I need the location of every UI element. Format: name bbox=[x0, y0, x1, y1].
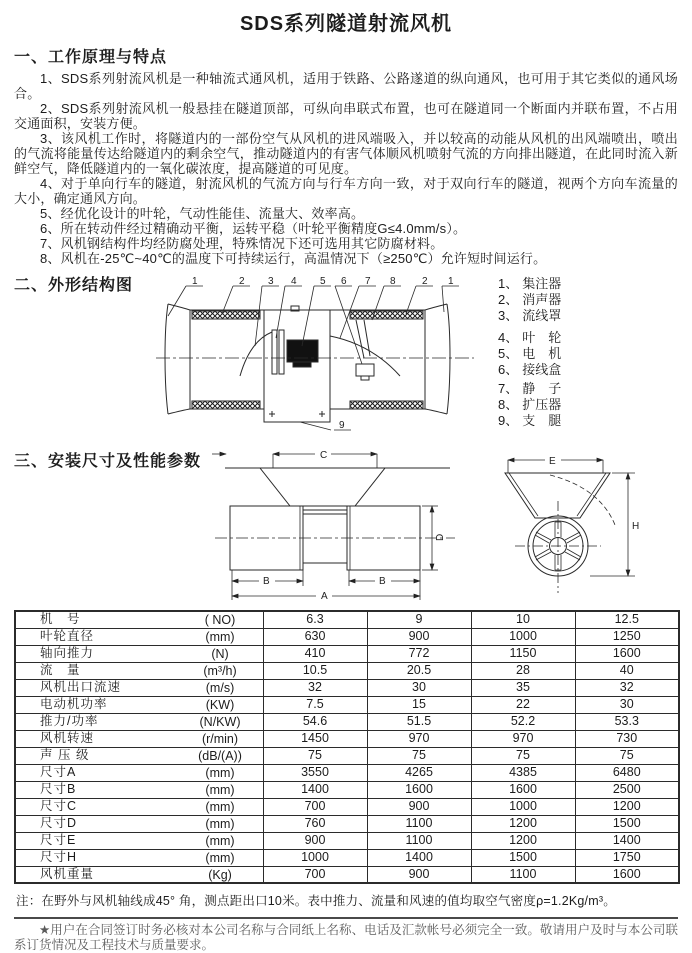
param-value: 970 bbox=[471, 730, 575, 747]
param-cell bbox=[15, 713, 263, 730]
param-unit: (mm) bbox=[205, 765, 235, 780]
param-cell bbox=[15, 679, 263, 696]
dimensions-section bbox=[14, 448, 678, 606]
param-value: 40 bbox=[575, 662, 679, 679]
param-value: 20.5 bbox=[367, 662, 471, 679]
callout-number: 8 bbox=[390, 276, 396, 287]
param-value: 1400 bbox=[263, 781, 367, 798]
part-name: 流线罩 bbox=[522, 308, 562, 323]
param-value: 1100 bbox=[367, 832, 471, 849]
spec-table bbox=[14, 610, 680, 884]
param-value: 1200 bbox=[575, 798, 679, 815]
param-value: 75 bbox=[367, 747, 471, 764]
table-row bbox=[15, 849, 679, 866]
callout-number: 1 bbox=[192, 276, 198, 287]
footer-text: ★用户在合同签订时务必核对本公司名称与合同纸上名称、电话及汇款帐号必须完全一致。敬请用户及时与本公司联系订货情况及工程技术与质量要求。 bbox=[14, 923, 678, 952]
legend-item bbox=[498, 381, 561, 397]
param-cell bbox=[15, 781, 263, 798]
param-value: 970 bbox=[367, 730, 471, 747]
footer-notice bbox=[14, 917, 678, 953]
param-label: 尺寸D bbox=[40, 816, 78, 830]
param-value: 1000 bbox=[471, 798, 575, 815]
param-cell bbox=[15, 747, 263, 764]
table-row bbox=[15, 764, 679, 781]
param-value: 51.5 bbox=[367, 713, 471, 730]
param-unit: (KW) bbox=[205, 697, 235, 712]
side-view-diagram bbox=[210, 448, 460, 603]
feature-item: 3、该风机工作时，将隧道内的一部份空气从风机的进风端吸入，并以较高的动能从风机的出风端喷出，喷出的气流将能量传达给隧道内的剩余空气，推动隧道内的有害气体顺风机喷射气流的方向排出隧道，在此同时流入新鲜空气，降低隧道内的一氧化碳浓度，提高隧道的可见度。 bbox=[14, 131, 678, 176]
dim-label-e: E bbox=[549, 456, 556, 467]
param-value: 75 bbox=[575, 747, 679, 764]
table-row bbox=[15, 781, 679, 798]
param-unit: (m³/h) bbox=[203, 663, 237, 678]
param-label: 尺寸C bbox=[40, 799, 78, 813]
param-value: 1600 bbox=[471, 781, 575, 798]
param-label: 风机转速 bbox=[40, 731, 95, 745]
section3-heading: 三、安装尺寸及性能参数 bbox=[14, 453, 202, 470]
param-value: 1600 bbox=[367, 781, 471, 798]
param-cell bbox=[15, 645, 263, 662]
param-cell bbox=[15, 662, 263, 679]
part-number: 3、 bbox=[498, 308, 519, 323]
callout-number: 4 bbox=[291, 276, 297, 287]
param-value: 700 bbox=[263, 798, 367, 815]
param-value: 9 bbox=[367, 611, 471, 628]
table-row bbox=[15, 611, 679, 628]
param-value: 75 bbox=[471, 747, 575, 764]
param-unit: (N) bbox=[211, 646, 229, 661]
param-cell bbox=[15, 611, 263, 628]
front-view-diagram bbox=[495, 453, 655, 603]
param-value: 1400 bbox=[575, 832, 679, 849]
feature-item: 4、对于单向行车的隧道，射流风机的气流方向与行车方向一致，对于双向行车的隧道，视两个方向车流量的大小，确定通风方向。 bbox=[14, 176, 678, 206]
param-value: 1400 bbox=[367, 849, 471, 866]
param-value: 772 bbox=[367, 645, 471, 662]
param-value: 1200 bbox=[471, 815, 575, 832]
feature-item: 1、SDS系列射流风机是一种轴流式通风机，适用于铁路、公路遂道的纵向通风，也可用于其它类似的通风场合。 bbox=[14, 71, 678, 101]
section1-heading: 一、工作原理与特点 bbox=[14, 49, 168, 66]
dim-label-b-right: B bbox=[379, 576, 386, 587]
page-title: SDS系列隧道射流风机 bbox=[239, 13, 453, 35]
param-unit: (r/min) bbox=[201, 731, 239, 746]
param-value: 1100 bbox=[367, 815, 471, 832]
param-value: 1500 bbox=[575, 815, 679, 832]
table-row bbox=[15, 628, 679, 645]
param-label: 尺寸H bbox=[40, 850, 78, 864]
param-unit: ( NO) bbox=[204, 613, 236, 627]
param-value: 1500 bbox=[471, 849, 575, 866]
param-value: 54.6 bbox=[263, 713, 367, 730]
param-value: 52.2 bbox=[471, 713, 575, 730]
legend-item bbox=[498, 346, 561, 362]
param-value: 4265 bbox=[367, 764, 471, 781]
legend-item bbox=[498, 276, 561, 292]
param-value: 6480 bbox=[575, 764, 679, 781]
param-cell bbox=[15, 730, 263, 747]
part-name: 叶 轮 bbox=[522, 330, 562, 345]
param-label: 尺寸E bbox=[40, 833, 77, 847]
dim-label-a: A bbox=[321, 591, 328, 602]
param-value: 1600 bbox=[575, 645, 679, 662]
structure-section bbox=[14, 272, 678, 448]
param-value: 1600 bbox=[575, 866, 679, 883]
part-name: 接线盒 bbox=[522, 362, 562, 377]
param-value: 2500 bbox=[575, 781, 679, 798]
param-value: 1000 bbox=[263, 849, 367, 866]
part-name: 静 子 bbox=[522, 381, 562, 396]
param-label: 风机出口流速 bbox=[40, 680, 122, 694]
param-cell bbox=[15, 832, 263, 849]
part-number: 1、 bbox=[498, 276, 519, 291]
param-value: 3550 bbox=[263, 764, 367, 781]
param-cell bbox=[15, 798, 263, 815]
param-value: 4385 bbox=[471, 764, 575, 781]
table-row bbox=[15, 832, 679, 849]
param-value: 630 bbox=[263, 628, 367, 645]
param-unit: (mm) bbox=[205, 816, 235, 831]
param-value: 32 bbox=[575, 679, 679, 696]
part-number: 5、 bbox=[498, 346, 519, 361]
table-row bbox=[15, 815, 679, 832]
param-value: 900 bbox=[367, 798, 471, 815]
legend-item bbox=[498, 362, 561, 378]
param-label: 轴向推力 bbox=[40, 646, 95, 660]
table-row bbox=[15, 679, 679, 696]
param-value: 410 bbox=[263, 645, 367, 662]
dim-label-c: C bbox=[320, 450, 328, 461]
param-value: 30 bbox=[367, 679, 471, 696]
param-unit: (mm) bbox=[205, 799, 235, 814]
param-value: 700 bbox=[263, 866, 367, 883]
param-cell bbox=[15, 764, 263, 781]
part-name: 集注器 bbox=[522, 276, 562, 291]
table-row bbox=[15, 645, 679, 662]
feature-item: 7、风机钢结构件均经防腐处理，特殊情况下还可选用其它防腐材料。 bbox=[40, 236, 444, 251]
param-value: 10 bbox=[471, 611, 575, 628]
table-row bbox=[15, 866, 679, 883]
param-value: 1750 bbox=[575, 849, 679, 866]
table-row bbox=[15, 713, 679, 730]
param-label: 流 量 bbox=[40, 663, 81, 677]
param-value: 32 bbox=[263, 679, 367, 696]
callout-number: 2 bbox=[239, 276, 245, 287]
param-unit: (dB/(A)) bbox=[198, 748, 242, 763]
part-number: 4、 bbox=[498, 330, 519, 345]
param-label: 电动机功率 bbox=[40, 697, 108, 711]
param-value: 6.3 bbox=[263, 611, 367, 628]
param-label: 尺寸B bbox=[40, 782, 77, 796]
callout-number: 1 bbox=[448, 276, 454, 287]
dim-label-b-left: B bbox=[263, 576, 270, 587]
param-unit: (mm) bbox=[205, 629, 235, 644]
param-label: 叶轮直径 bbox=[40, 629, 95, 643]
param-unit: (mm) bbox=[205, 782, 235, 797]
param-label: 机 号 bbox=[40, 612, 81, 627]
feature-item: 6、所在转动件经过精确动平衡，运转平稳（叶轮平衡精度G≤4.0mm/s）。 bbox=[40, 221, 467, 236]
part-number: 7、 bbox=[498, 381, 519, 396]
param-label: 风机重量 bbox=[40, 866, 95, 881]
param-value: 30 bbox=[575, 696, 679, 713]
param-value: 15 bbox=[367, 696, 471, 713]
param-value: 730 bbox=[575, 730, 679, 747]
param-value: 1250 bbox=[575, 628, 679, 645]
param-value: 1150 bbox=[471, 645, 575, 662]
table-row bbox=[15, 747, 679, 764]
part-name: 消声器 bbox=[522, 292, 562, 307]
param-cell bbox=[15, 815, 263, 832]
features-list bbox=[14, 71, 678, 266]
param-value: 900 bbox=[263, 832, 367, 849]
callout-number: 7 bbox=[365, 276, 371, 287]
param-unit: (mm) bbox=[205, 833, 235, 848]
param-value: 900 bbox=[367, 866, 471, 883]
param-value: 28 bbox=[471, 662, 575, 679]
callout-number: 3 bbox=[268, 276, 274, 287]
table-row bbox=[15, 696, 679, 713]
param-value: 75 bbox=[263, 747, 367, 764]
param-value: 7.5 bbox=[263, 696, 367, 713]
param-cell bbox=[15, 628, 263, 645]
param-value: 1000 bbox=[471, 628, 575, 645]
feature-item: 8、风机在-25℃~40℃的温度下可持续运行，高温情况下（≥250℃）允许短时间运行。 bbox=[40, 251, 547, 266]
dim-label-h: H bbox=[632, 521, 640, 532]
structure-diagram bbox=[150, 276, 484, 446]
part-name: 支 腿 bbox=[522, 413, 562, 428]
section2-heading: 二、外形结构图 bbox=[14, 277, 134, 294]
legend-item bbox=[498, 397, 561, 413]
part-name: 电 机 bbox=[522, 346, 562, 361]
legend-item bbox=[498, 330, 561, 346]
param-label: 推力/功率 bbox=[40, 714, 99, 728]
param-value: 12.5 bbox=[575, 611, 679, 628]
table-row bbox=[15, 730, 679, 747]
callout-number: 6 bbox=[341, 276, 347, 287]
param-unit: (mm) bbox=[205, 850, 235, 865]
param-unit: (N/KW) bbox=[199, 714, 241, 729]
dim-label-d: D bbox=[435, 533, 446, 541]
table-note: 注：在野外与风机轴线成45° 角，测点距出口10米。表中推力、流量和风速的值均取空气密度ρ=1.2Kg/m³。 bbox=[16, 894, 616, 908]
callout-number: 2 bbox=[422, 276, 428, 287]
legend-item bbox=[498, 308, 561, 324]
part-number: 2、 bbox=[498, 292, 519, 307]
part-number: 6、 bbox=[498, 362, 519, 377]
param-value: 10.5 bbox=[263, 662, 367, 679]
param-unit: (m/s) bbox=[205, 680, 235, 695]
param-cell bbox=[15, 866, 263, 883]
part-number: 8、 bbox=[498, 397, 519, 412]
param-value: 900 bbox=[367, 628, 471, 645]
param-cell bbox=[15, 696, 263, 713]
param-cell bbox=[15, 849, 263, 866]
param-value: 1200 bbox=[471, 832, 575, 849]
param-value: 35 bbox=[471, 679, 575, 696]
param-value: 53.3 bbox=[575, 713, 679, 730]
callout-number: 5 bbox=[320, 276, 326, 287]
callout-number: 9 bbox=[339, 420, 345, 431]
param-value: 760 bbox=[263, 815, 367, 832]
part-name: 扩压器 bbox=[522, 397, 562, 412]
table-row bbox=[15, 662, 679, 679]
parts-legend bbox=[498, 276, 561, 429]
param-unit: (Kg) bbox=[208, 867, 232, 882]
part-number: 9、 bbox=[498, 413, 519, 428]
table-row bbox=[15, 798, 679, 815]
legend-item bbox=[498, 292, 561, 308]
param-value: 22 bbox=[471, 696, 575, 713]
feature-item: 5、经优化设计的叶轮，气动性能佳、流量大、效率高。 bbox=[40, 206, 365, 221]
param-value: 1100 bbox=[471, 866, 575, 883]
legend-item bbox=[498, 413, 561, 429]
param-label: 声 压 级 bbox=[40, 748, 90, 762]
param-label: 尺寸A bbox=[40, 765, 77, 779]
param-value: 1450 bbox=[263, 730, 367, 747]
feature-item: 2、SDS系列射流风机一般悬挂在隧道顶部，可纵向串联式布置，也可在隧道同一个断面内并联布置，不占用交通面积，安装方便。 bbox=[14, 101, 678, 131]
